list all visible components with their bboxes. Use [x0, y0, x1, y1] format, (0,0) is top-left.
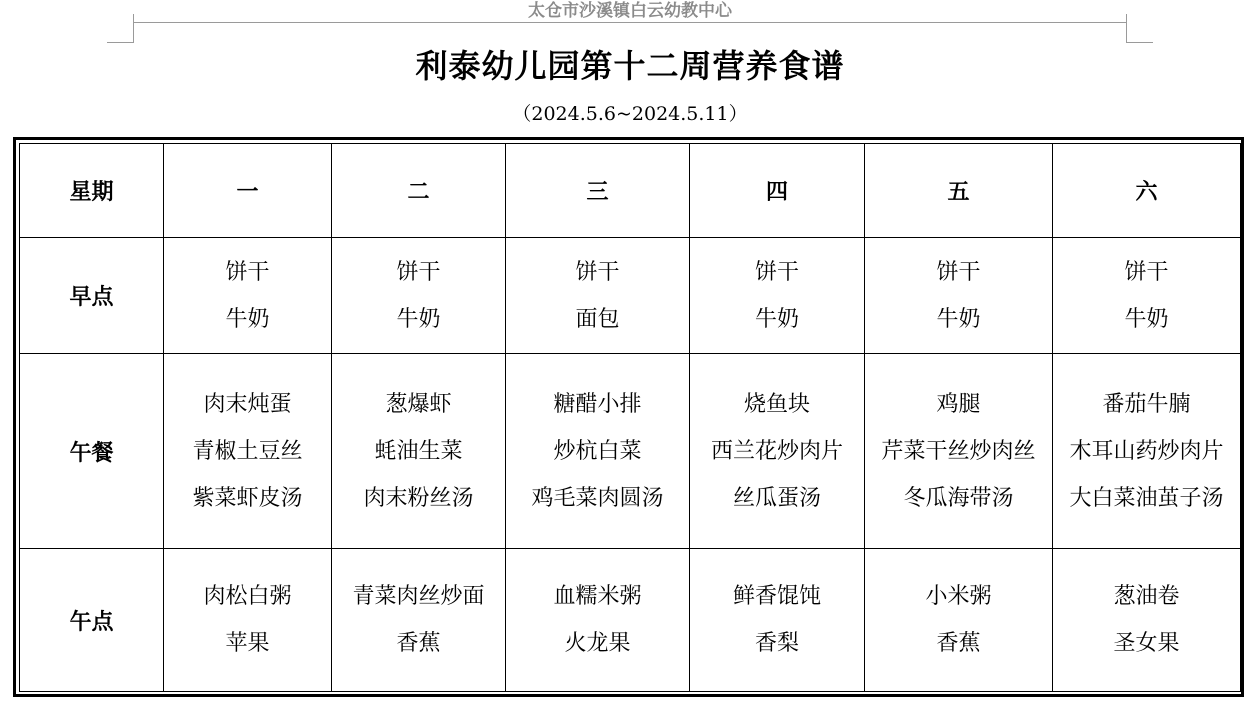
menu-item: 烧鱼块	[743, 391, 810, 417]
menu-cell	[506, 354, 690, 549]
menu-cell	[1053, 354, 1241, 549]
menu-cell	[1053, 549, 1241, 692]
menu-item: 鸡腿	[936, 391, 981, 417]
corner-label: 星期	[20, 144, 164, 238]
menu-item: 青菜肉丝炒面	[352, 584, 485, 609]
menu-item: 肉松白粥	[203, 584, 292, 609]
day-header: 五	[865, 144, 1053, 238]
menu-cell	[865, 238, 1053, 354]
menu-item: 面包	[575, 306, 620, 332]
menu-item: 冬瓜海带汤	[903, 485, 1014, 511]
menu-item: 香梨	[754, 631, 799, 656]
menu-cell	[164, 238, 332, 354]
menu-item: 饼干	[936, 259, 981, 285]
menu-item: 肉末炖蛋	[203, 391, 292, 417]
page-header-organization: 太仓市沙溪镇白云幼教中心	[528, 1, 732, 21]
menu-cell	[164, 549, 332, 692]
menu-cell	[690, 549, 865, 692]
crop-mark-left	[107, 14, 134, 43]
menu-item: 番茄牛腩	[1102, 391, 1191, 417]
menu-item: 火龙果	[564, 631, 631, 656]
meal-row-snack	[20, 549, 1241, 692]
header-rule	[134, 22, 1126, 23]
day-header: 四	[690, 144, 865, 238]
menu-cell	[690, 354, 865, 549]
menu-item: 葱油卷	[1113, 584, 1180, 609]
menu-item: 圣女果	[1113, 631, 1180, 656]
menu-item: 饼干	[396, 259, 441, 285]
menu-item: 肉末粉丝汤	[363, 485, 474, 511]
menu-cell	[332, 354, 506, 549]
menu-cell	[1053, 238, 1241, 354]
day-header: 三	[506, 144, 690, 238]
menu-item: 木耳山药炒肉片	[1069, 438, 1224, 464]
menu-item: 青椒土豆丝	[192, 438, 303, 464]
menu-item: 饼干	[1124, 259, 1169, 285]
menu-item: 蚝油生菜	[374, 438, 463, 464]
menu-cell	[506, 549, 690, 692]
menu-cell	[164, 354, 332, 549]
menu-item: 小米粥	[925, 584, 992, 609]
menu-item: 牛奶	[1124, 306, 1169, 332]
meal-label: 午餐	[20, 354, 164, 549]
menu-cell	[865, 549, 1053, 692]
menu-item: 血糯米粥	[553, 584, 642, 609]
menu-item: 牛奶	[396, 306, 441, 332]
menu-item: 饼干	[754, 259, 799, 285]
meal-row-breakfast	[20, 238, 1241, 354]
menu-item: 紫菜虾皮汤	[192, 485, 303, 511]
document-title: 利泰幼儿园第十二周营养食谱	[415, 47, 845, 85]
menu-item: 西兰花炒肉片	[710, 438, 843, 464]
crop-mark-right	[1126, 14, 1153, 43]
menu-cell	[690, 238, 865, 354]
date-range: （2024.5.6~2024.5.11）	[512, 103, 748, 125]
menu-item: 芹菜干丝炒肉丝	[881, 438, 1036, 464]
day-header: 二	[332, 144, 506, 238]
menu-cell	[332, 549, 506, 692]
menu-item: 饼干	[575, 259, 620, 285]
menu-table-frame	[13, 137, 1244, 697]
menu-item: 炒杭白菜	[553, 438, 642, 464]
menu-item: 鸡毛菜肉圆汤	[531, 485, 664, 511]
day-header-row	[20, 144, 1241, 238]
menu-item: 牛奶	[754, 306, 799, 332]
menu-item: 牛奶	[936, 306, 981, 332]
meal-label: 午点	[20, 549, 164, 692]
menu-item: 苹果	[225, 631, 270, 656]
meal-row-lunch	[20, 354, 1241, 549]
meal-label: 早点	[20, 238, 164, 354]
menu-item: 香蕉	[936, 631, 981, 656]
menu-item: 大白菜油茧子汤	[1069, 485, 1224, 511]
menu-item: 葱爆虾	[385, 391, 452, 417]
day-header: 六	[1053, 144, 1241, 238]
menu-item: 饼干	[225, 259, 270, 285]
menu-cell	[865, 354, 1053, 549]
menu-item: 牛奶	[225, 306, 270, 332]
menu-table	[19, 143, 1241, 692]
menu-cell	[332, 238, 506, 354]
menu-cell	[506, 238, 690, 354]
day-header: 一	[164, 144, 332, 238]
menu-item: 糖醋小排	[553, 391, 642, 417]
menu-item: 香蕉	[396, 631, 441, 656]
menu-item: 鲜香馄饨	[732, 584, 821, 609]
menu-item: 丝瓜蛋汤	[732, 485, 821, 511]
